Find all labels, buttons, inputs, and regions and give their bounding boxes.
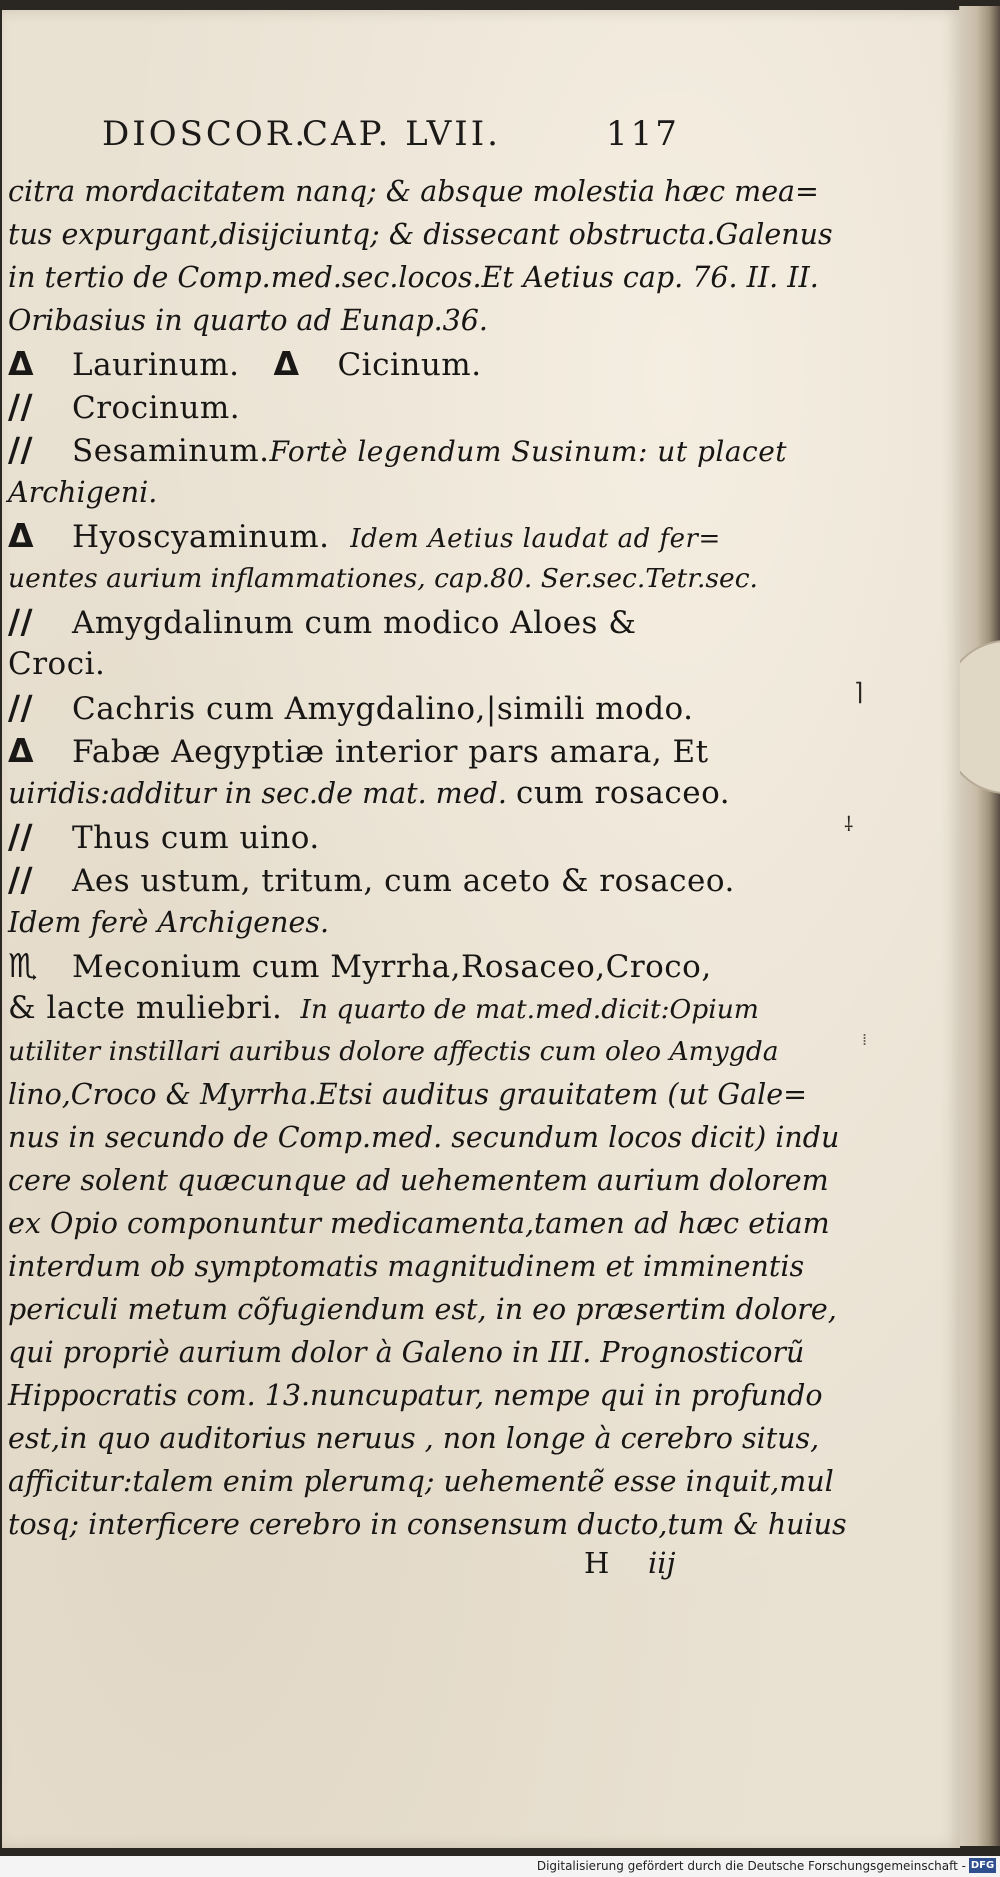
slashes-marker: // — [8, 602, 34, 641]
slashes-marker: // — [8, 817, 34, 856]
recipe-name: Crocinum. — [72, 390, 241, 426]
text-line: est,in quo auditorius neruus , non longe à cerebro situs, — [8, 1422, 820, 1455]
dfg-logo: DFG — [970, 1860, 995, 1871]
header-author: DIOSCOR. — [102, 114, 309, 154]
header-folio: 117 — [606, 114, 680, 154]
recipe-line — [8, 686, 720, 729]
book-page — [2, 10, 960, 1848]
page-text — [8, 170, 847, 1546]
text-line: Oribasius in quarto ad Eunap.36. — [8, 304, 488, 337]
recipe-note: uiridis: — [8, 777, 110, 810]
text-line: interdum ob symptomatis magnitudinem et imminentis — [8, 1250, 805, 1283]
header-chapter: CAP. LVII. — [302, 114, 501, 154]
recipe-line — [8, 858, 735, 901]
margin-mark: ⁞ — [862, 1030, 868, 1049]
text-line: Croci. — [8, 646, 106, 682]
recipe-line — [8, 772, 731, 815]
digitization-footer — [0, 1856, 1000, 1877]
recipe-name: Aes ustum, tritum, cum aceto & rosaceo. — [72, 863, 735, 899]
text-line: ex Opio componuntur medicamenta,tamen ad hæc etiam — [8, 1207, 830, 1240]
signature-letter: H — [584, 1546, 610, 1580]
text-line: afficitur:talem enim plerumq; uehementẽ esse inquit,mul — [8, 1465, 834, 1498]
recipe-name: Meconium cum Myrrha,Rosaceo,Croco, — [72, 949, 712, 985]
signature-mark — [584, 1546, 714, 1590]
running-header — [102, 114, 702, 166]
delta-marker: Δ — [8, 516, 35, 555]
delta-marker: Δ — [8, 731, 35, 770]
text-line: utiliter instillari auribus dolore affectis cum oleo Amygda — [8, 1036, 779, 1067]
text-line: Idem ferè Archigenes. — [8, 906, 330, 939]
recipe-note: Idem Aetius laudat ad fer= — [350, 524, 721, 554]
recipe-name: Hyoscyaminum. — [72, 519, 330, 555]
text-line: Archigeni. — [8, 476, 158, 509]
recipe-line — [8, 729, 720, 772]
margin-mark: ⸸ — [844, 812, 854, 836]
scorpio-marker: ♏ — [8, 946, 39, 985]
recipe-line — [8, 600, 720, 643]
recipe-name: Laurinum. — [72, 347, 240, 383]
slashes-marker: // — [8, 387, 34, 426]
text-line: lino,Croco & Myrrha.Etsi auditus grauitatem (ut Gale= — [8, 1078, 807, 1111]
text-line: in tertio de Comp.med.sec.locos.Et Aetius cap. 76. II. II. — [8, 261, 819, 294]
recipe-line — [8, 342, 720, 385]
funding-credit: Digitalisierung gefördert durch die Deutsche Forschungsgemeinschaft - — [536, 1859, 966, 1873]
text-line: qui propriè aurium dolor à Galeno in III. Prognosticorũ — [8, 1336, 805, 1369]
delta-marker: Δ — [273, 344, 300, 383]
margin-mark: ⌉ — [854, 678, 864, 706]
text-line: nus in secundo de Comp.med. secundum locos dicit) indu — [8, 1121, 840, 1154]
slashes-marker: // — [8, 430, 34, 469]
recipe-note: additur in sec.de mat. med. — [109, 777, 507, 810]
recipe-name: Sesaminum. — [72, 433, 270, 469]
text-line: periculi metum cõfugiendum est, in eo præsertim dolore, — [8, 1293, 837, 1326]
recipe-note: In quarto de mat.med.dicit:Opium — [300, 994, 759, 1025]
recipe-line — [8, 385, 720, 428]
text-line: tosq; interficere cerebro in consensum ducto,tum & huius — [8, 1508, 847, 1541]
recipe-note: Fortè legendum Susinum: ut placet — [269, 435, 788, 468]
recipe-line — [8, 944, 720, 987]
slashes-marker: // — [8, 688, 34, 727]
text-line: tus expurgant,disijciuntq; & dissecant obstructa.Galenus — [8, 218, 833, 251]
recipe-name: cum rosaceo. — [515, 775, 731, 811]
recipe-name: Fabæ Aegyptiæ interior pars amara, Et — [72, 734, 709, 770]
recipe-name: & lacte muliebri. — [8, 990, 283, 1026]
slashes-marker: // — [8, 860, 34, 899]
recipe-name: Cicinum. — [337, 347, 482, 383]
recipe-name: Thus cum uino. — [72, 820, 320, 856]
text-line: cere solent quæcunque ad uehementem aurium dolorem — [8, 1164, 829, 1197]
text-line: citra mordacitatem nanq; & absque molestia hæc mea= — [8, 175, 819, 208]
recipe-line — [8, 428, 788, 471]
recipe-line — [8, 987, 759, 1030]
recipe-line — [8, 514, 720, 557]
recipe-name: Amygdalinum cum modico Aloes & — [72, 605, 637, 641]
delta-marker: Δ — [8, 344, 35, 383]
recipe-name: Cachris cum Amygdalino,|simili modo. — [72, 691, 694, 727]
book-page-edges — [959, 6, 1000, 1846]
signature-numeral: iij — [648, 1546, 676, 1580]
text-line: uentes aurium inflammationes, cap.80. Ser.sec.Tetr.sec. — [8, 563, 758, 594]
recipe-line — [8, 815, 720, 858]
text-line: Hippocratis com. 13.nuncupatur, nempe qui in profundo — [8, 1379, 823, 1412]
